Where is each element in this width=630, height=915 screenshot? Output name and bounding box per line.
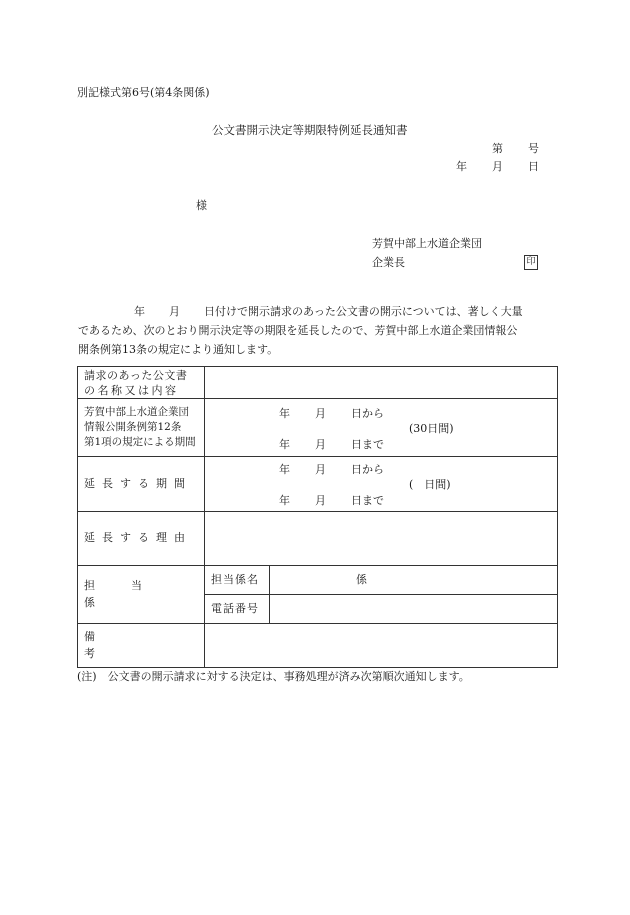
seal-mark: 印 bbox=[524, 255, 538, 270]
label-phone: 電話番号 bbox=[205, 595, 270, 624]
number-dai: 第 bbox=[492, 142, 503, 155]
body-line-2: であるため、次のとおり開示決定等の期限を延長したので、芳賀中部上水道企業団情報公 bbox=[78, 324, 518, 337]
value-extension-reason[interactable] bbox=[205, 512, 558, 566]
body-line-1: 年 月 日付けで開示請求のあった公文書の開示については、著しく大量 bbox=[134, 305, 523, 318]
value-remarks[interactable] bbox=[205, 624, 558, 668]
label-remarks: 備考 bbox=[78, 624, 205, 668]
extension-form-table bbox=[77, 366, 558, 668]
date-day: 日 bbox=[528, 160, 539, 173]
body-line-3: 開条例第13条の規定により通知します。 bbox=[78, 343, 279, 356]
row-document-name bbox=[78, 367, 558, 399]
value-extension-period[interactable]: 年 月 日から ( 日間) 年 月 日まで bbox=[205, 457, 558, 512]
label-section-name: 担当係名 bbox=[205, 566, 270, 595]
form-reference: 別記様式第6号(第4条関係) bbox=[77, 86, 210, 99]
label-extension-period: 延長する期間 bbox=[78, 457, 205, 512]
sender-org: 芳賀中部上水道企業団 bbox=[372, 237, 482, 250]
value-original-period[interactable]: 年 月 日から (30日間) 年 月 日まで bbox=[205, 399, 558, 457]
row-contact-section bbox=[78, 566, 558, 595]
date-year: 年 bbox=[456, 160, 467, 173]
label-extension-reason: 延長する理由 bbox=[78, 512, 205, 566]
body-paragraph bbox=[78, 302, 558, 359]
extension-days: ( 日間) bbox=[409, 478, 451, 491]
row-extension-reason bbox=[78, 512, 558, 566]
value-phone[interactable] bbox=[270, 595, 558, 624]
document-title: 公文書開示決定等期限特例延長通知書 bbox=[212, 123, 408, 137]
label-document-name: 請求のあった公文書 の名称又は内容 bbox=[78, 367, 205, 399]
date-month: 月 bbox=[492, 160, 503, 173]
number-go: 号 bbox=[528, 142, 539, 155]
value-section-name[interactable]: 係 bbox=[270, 566, 558, 595]
row-remarks bbox=[78, 624, 558, 668]
original-days: (30日間) bbox=[409, 422, 454, 435]
label-original-period: 芳賀中部上水道企業団 情報公開条例第12条 第1項の規定による期間 bbox=[78, 399, 205, 457]
footnote: (注) 公文書の開示請求に対する決定は、事務処理が済み次第順次通知します。 bbox=[77, 670, 470, 683]
row-extension-period bbox=[78, 457, 558, 512]
value-document-name[interactable] bbox=[205, 367, 558, 399]
sender-title: 企業長 bbox=[372, 256, 405, 269]
label-contact: 担当係 bbox=[78, 566, 205, 624]
row-original-period bbox=[78, 399, 558, 457]
recipient-suffix: 様 bbox=[196, 199, 207, 212]
